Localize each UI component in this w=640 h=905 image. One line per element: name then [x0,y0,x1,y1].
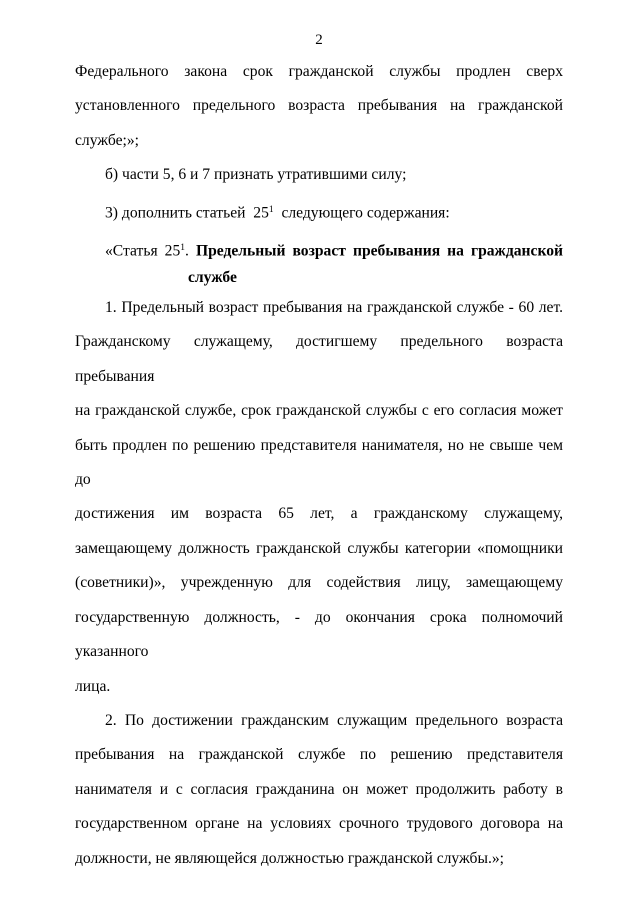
text-line: установленного предельного возраста пребывания на гражданской [75,97,563,115]
item-3-text: 3) дополнить статьей 25 [105,204,269,222]
text-line: Федерального закона срок гражданской службы продлен сверх [75,63,563,80]
text-line: на гражданской службе, срок гражданской службы с его согласия может [75,402,563,420]
article-label: . [185,242,196,260]
article-title: Предельный возраст пребывания на гражданской [195,242,564,260]
text-line: государственную должность, - до окончания срока полномочий указанного [75,608,563,661]
text-line: пребывания на гражданской службе по решению представителя [75,746,563,764]
text-line: б) части 5, 6 и 7 признать утратившими силу; [105,166,407,184]
article-label: «Статья 25 [105,242,181,260]
article-number-superscript: 1 [180,242,186,253]
text-line: достижения им возраста 65 лет, а гражданскому служащему, [75,505,563,523]
text-line: (советники)», учрежденную для содействия лицу, замещающему [75,574,563,592]
text-line: быть продлен по решению представителя нанимателя, но не свыше чем до [75,436,563,489]
item-b [75,158,563,192]
document-body [75,0,563,876]
text-line: государственном органе на условиях срочного трудового договора на [75,815,563,833]
paragraph-1 [75,291,563,704]
page-number: 2 [315,32,323,48]
paragraph-2 [75,704,563,876]
text-line: 2. По достижении гражданским служащим предельного возраста [105,711,563,729]
article-heading-line-1 [75,235,563,265]
text-line: 1. Предельный возраст пребывания на гражданской службе - 60 лет. [105,299,563,317]
item-3-text: следующего содержания: [273,204,450,222]
paragraph-intro [75,55,563,158]
item-3 [75,193,563,231]
text-line: нанимателя и с согласия гражданина он может продолжить работу в [75,780,563,798]
text-line: лица. [75,677,111,695]
text-line: замещающему должность гражданской службы категории «помощники [75,539,563,557]
text-line: службе;»; [75,131,139,149]
article-heading-line-2: службе [188,269,237,287]
article-heading [75,235,563,292]
article-number-superscript: 1 [268,204,274,215]
text-line: должности, не являющейся должностью гражданской службы.»; [75,849,504,867]
text-line [75,193,563,231]
text-line: Гражданскому служащему, достигшему предельного возраста пребывания [75,333,563,385]
